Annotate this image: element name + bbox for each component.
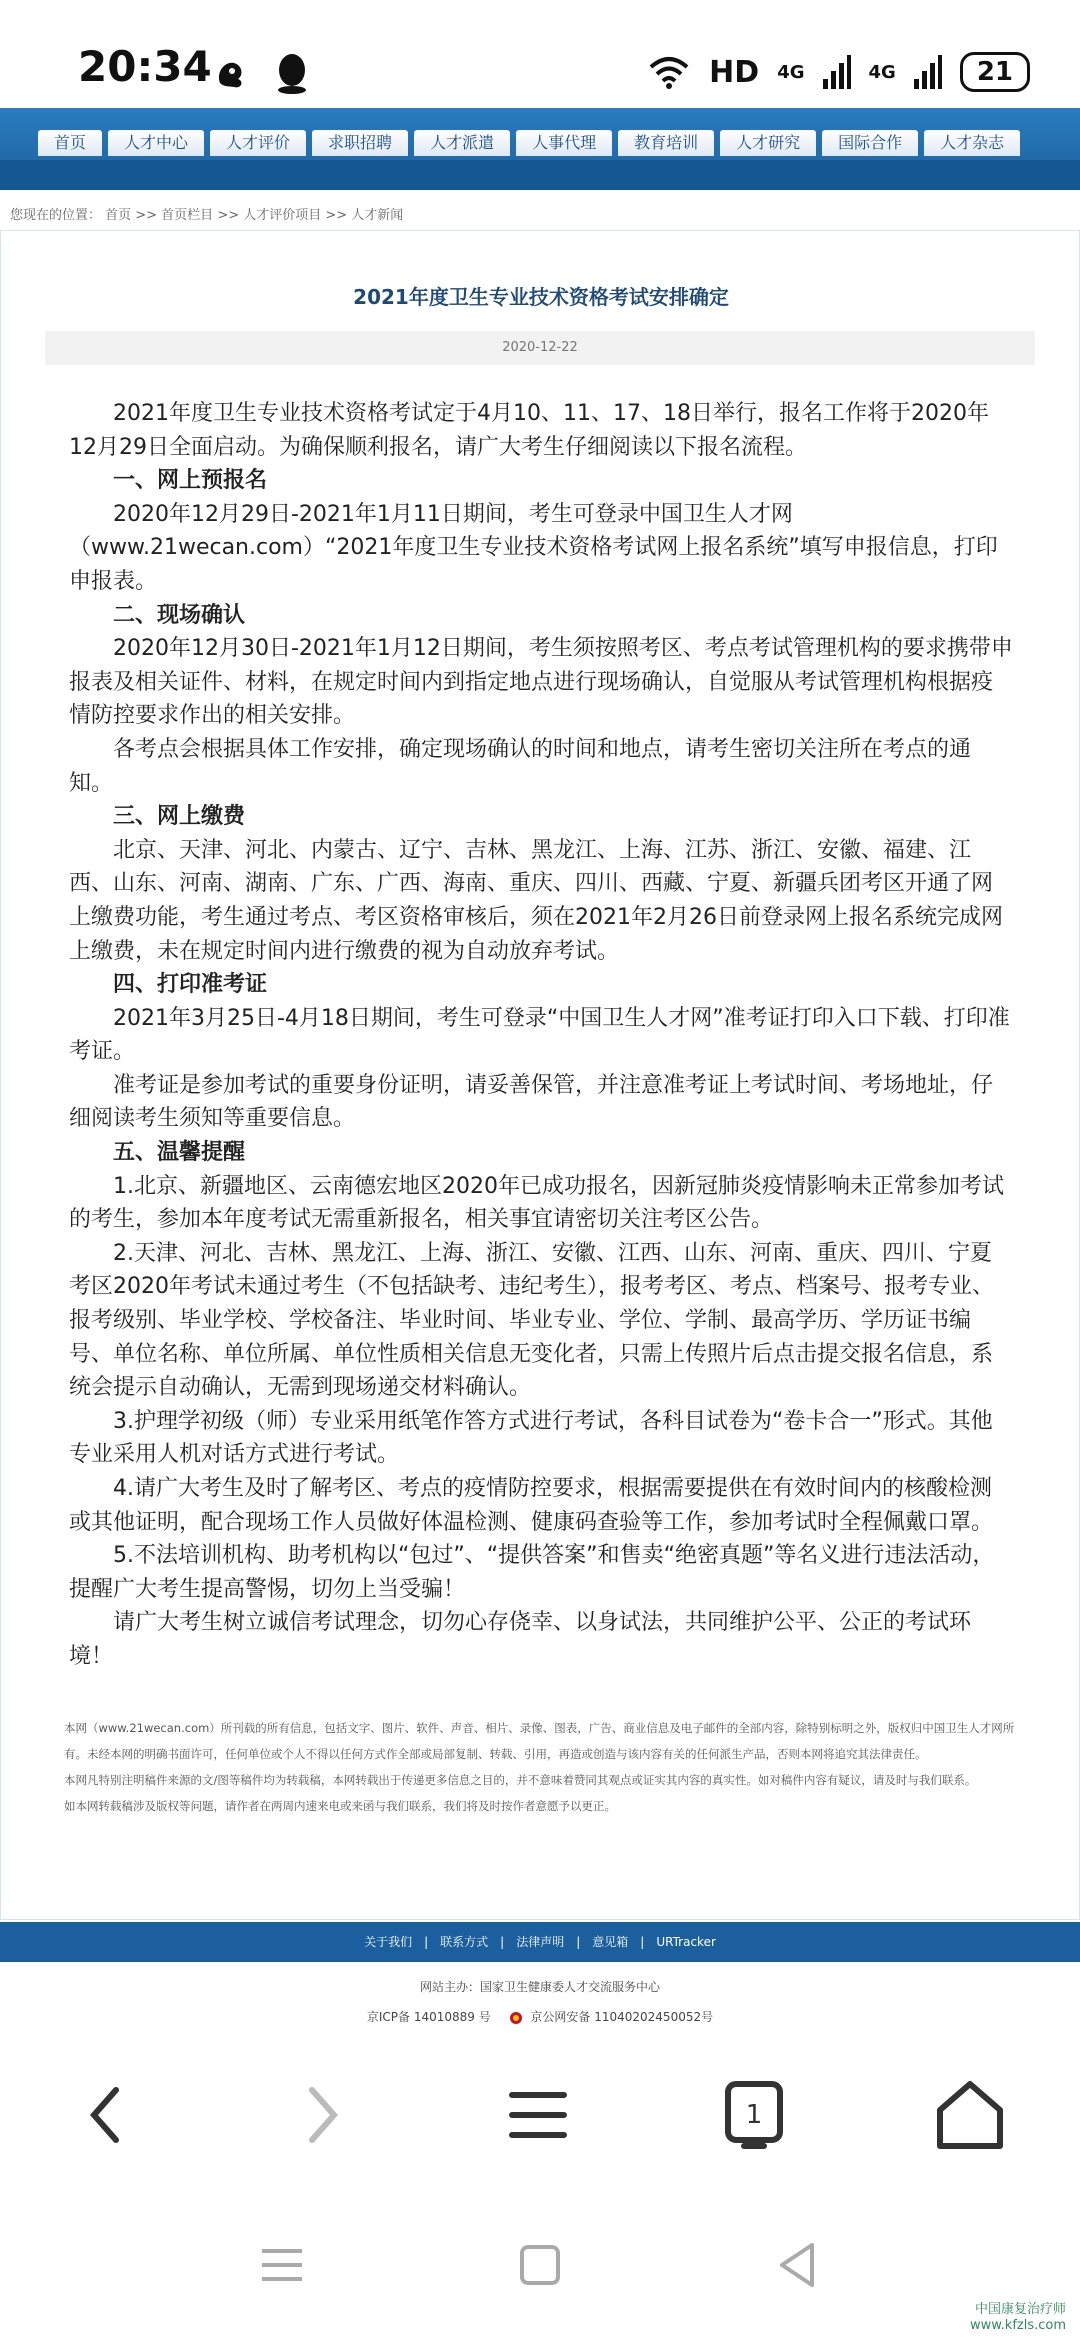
article-paragraph: 2021年度卫生专业技术资格考试定于4月10、11、17、18日举行，报名工作将于2020年12月29日全面启动。为确保顺利报名，请广大考生仔细阅读以下报名流程。 — [69, 401, 989, 460]
breadcrumb: 您现在的位置： 首页 >> 首页栏目 >> 人才评价项目 >> 人才新闻 — [10, 208, 404, 223]
nav-research[interactable]: 人才研究 — [720, 130, 816, 156]
footer-link[interactable]: 联系方式 — [440, 1935, 489, 1949]
article-paragraph: 2020年12月30日-2021年1月12日期间，考生须按照考区、考点考试管理机构的要求携带申报表及相关证件、材料，在规定时间内到指定地点进行现场确认，自觉服从考试管理机构根据疫情防控要求作出的相关安排。 — [69, 636, 1013, 729]
tab-count: 1 — [745, 2100, 763, 2130]
home-icon[interactable] — [920, 2070, 1020, 2160]
menu-icon[interactable] — [488, 2070, 588, 2160]
copyright-line: 如本网转载稿涉及版权等问题，请作者在两周内速来电或来函与我们联系，我们将及时按作者意愿予以更正。 — [64, 1799, 616, 1813]
system-nav-bar — [0, 2190, 1080, 2340]
network-2-label: 4G — [868, 61, 896, 83]
article-paragraph: 1.北京、新疆地区、云南德宏地区2020年已成功报名，因新冠肺炎疫情影响未正常参加考试的考生，参加本年度考试无需重新报名，相关事宜请密切关注考区公告。 — [69, 1173, 1004, 1233]
nav-dispatch[interactable]: 人才派遣 — [414, 130, 510, 156]
system-home-icon[interactable] — [510, 2235, 570, 2295]
system-menu-icon[interactable] — [252, 2235, 312, 2295]
watermark-url: www.kfzls.com — [969, 2318, 1066, 2333]
article-paragraph: 2.天津、河北、吉林、黑龙江、上海、浙江、安徽、江西、山东、河南、重庆、四川、宁夏考区2020年考试未通过考生（不包括缺考、违纪考生），报考考区、考点、档案号、报考专业、报考级别、毕业学校、学校备注、毕业时间、毕业专业、学位、学制、最高学历、学历证书编号、单位名称、单位所属、单位性质相关信息无变化者，只需上传照片后点击提交报名信息，系统会提示自动确认，无需到现场递交材料确认。 — [69, 1240, 994, 1401]
section-heading: 三、网上缴费 — [113, 804, 246, 830]
footer-separator: | — [500, 1935, 505, 1949]
footer-link[interactable]: 意见箱 — [592, 1935, 629, 1949]
signal-icon-2 — [914, 55, 942, 89]
section-heading: 一、网上预报名 — [113, 468, 268, 494]
article-date: 2020-12-22 — [45, 331, 1035, 365]
article-paragraph: 3.护理学初级（师）专业采用纸笔作答方式进行考试，各科目试卷为“卷卡合一”形式。其他专业采用人机对话方式进行考试。 — [69, 1408, 993, 1468]
main-nav — [38, 130, 1020, 156]
watermark-title: 中国康复治疗师 — [974, 2302, 1066, 2317]
nav-jobs[interactable]: 求职招聘 — [312, 130, 408, 156]
nav-hr-agency[interactable]: 人事代理 — [516, 130, 612, 156]
nav-talent-evaluation[interactable]: 人才评价 — [210, 130, 306, 156]
status-indicators — [647, 52, 1030, 92]
qq-icon — [274, 52, 310, 94]
wifi-icon — [647, 55, 691, 89]
squirrel-icon — [212, 53, 252, 93]
article-paragraph: 各考点会根据具体工作安排，确定现场确认的时间和地点，请考生密切关注所在考点的通知。 — [69, 736, 972, 796]
footer-police-record[interactable]: 京公网安备 11040202450052号 — [530, 2010, 714, 2024]
watermark — [970, 2302, 1066, 2334]
status-bar — [0, 0, 1080, 110]
footer-info — [0, 1972, 1080, 2032]
article-paragraph: 4.请广大考生及时了解考区、考点的疫情防控要求，根据需要提供在有效时间内的核酸检测或其他证明，配合现场工作人员做好体温检测、健康码查验等工作，参加考试时全程佩戴口罩。 — [69, 1476, 994, 1535]
section-heading: 四、打印准考证 — [113, 972, 268, 998]
article-container — [0, 230, 1080, 1920]
copyright-line: 本网（www.21wecan.com）所刊载的所有信息，包括文字、图片、软件、声音、相片、录像、图表，广告、商业信息及电子邮件的全部内容，除特别标明之外，版权归中国卫生人才网所有。未经本网的明确书面许可，任何单位或个人不得以任何方式作全部或局部复制、转载、引用，再造或创造与该内容有关的任何派生产品，否则本网将追究其法律责任。 — [64, 1721, 1015, 1761]
article-paragraph: 北京、天津、河北、内蒙古、辽宁、吉林、黑龙江、上海、江苏、浙江、安徽、福建、江西、山东、河南、湖南、广东、广西、海南、重庆、四川、西藏、宁夏、新疆兵团考区开通了网上缴费功能，考生通过考点、考区资格审核后，须在2021年2月26日前登录网上报名系统完成网上缴费，未在规定时间内进行缴费的视为自动放弃考试。 — [69, 837, 1003, 964]
copyright-line: 本网凡特别注明稿件来源的文/图等稿件均为转载稿，本网转载出于传递更多信息之目的，并不意味着赞同其观点或证实其内容的真实性。如对稿件内容有疑议，请及时与我们联系。 — [64, 1773, 977, 1787]
article-paragraph: 请广大考生树立诚信考试理念，切勿心存侥幸、以身试法，共同维护公平、公正的考试环境！ — [69, 1610, 972, 1669]
article-paragraph: 2020年12月29日-2021年1月11日期间，考生可登录中国卫生人才网（www.21wecan.com）“2021年度卫生专业技术资格考试网上报名系统”填写申报信息，打印申报表。 — [69, 501, 998, 594]
battery-indicator: 21 — [960, 52, 1030, 92]
article-paragraph: 5.不法培训机构、助考机构以“包过”、“提供答案”和售卖“绝密真题”等名义进行违法活动，提醒广大考生提高警惕，切勿上当受骗！ — [69, 1543, 995, 1602]
nav-talent-center[interactable]: 人才中心 — [108, 130, 204, 156]
footer-separator: | — [640, 1935, 645, 1949]
section-heading: 二、现场确认 — [113, 602, 246, 628]
nav-training[interactable]: 教育培训 — [618, 130, 714, 156]
copyright-notice — [64, 1715, 1024, 1819]
footer-separator: | — [424, 1935, 429, 1949]
system-back-icon[interactable] — [768, 2235, 828, 2295]
article-paragraph: 2021年3月25日-4月18日期间，考生可登录“中国卫生人才网”准考证打印入口下载、打印准考证。 — [69, 1005, 1010, 1065]
nav-international[interactable]: 国际合作 — [822, 130, 918, 156]
footer-link[interactable]: URTracker — [656, 1935, 716, 1949]
signal-icon — [823, 55, 851, 89]
police-badge-icon — [509, 2011, 523, 2025]
section-heading: 五、温馨提醒 — [113, 1140, 246, 1166]
banner-strip — [0, 160, 1080, 190]
tabs-button[interactable] — [704, 2070, 804, 2160]
article-title: 2021年度卫生专业技术资格考试安排确定 — [353, 285, 729, 309]
nav-magazine[interactable]: 人才杂志 — [924, 130, 1020, 156]
footer-link[interactable]: 关于我们 — [364, 1935, 413, 1949]
status-app-icons — [212, 52, 310, 94]
status-time: 20:34 — [78, 42, 212, 91]
browser-toolbar — [0, 2030, 1080, 2190]
footer-host: 网站主办：国家卫生健康委人才交流服务中心 — [419, 1980, 660, 1994]
footer-registration — [0, 2002, 1080, 2032]
footer-separator: | — [576, 1935, 581, 1949]
article-body — [69, 397, 1013, 1674]
hd-indicator: HD — [709, 54, 760, 90]
back-icon[interactable] — [56, 2070, 156, 2160]
article-paragraph: 准考证是参加考试的重要身份证明，请妥善保管，并注意准考证上考试时间、考场地址，仔细阅读考生须知等重要信息。 — [69, 1072, 994, 1132]
footer-icp[interactable]: 京ICP备 14010889 号 — [366, 2010, 491, 2024]
nav-home[interactable]: 首页 — [38, 130, 102, 156]
footer-links — [0, 1922, 1080, 1962]
forward-icon[interactable] — [272, 2070, 372, 2160]
footer-link[interactable]: 法律声明 — [516, 1935, 565, 1949]
network-1-label: 4G — [777, 61, 805, 83]
